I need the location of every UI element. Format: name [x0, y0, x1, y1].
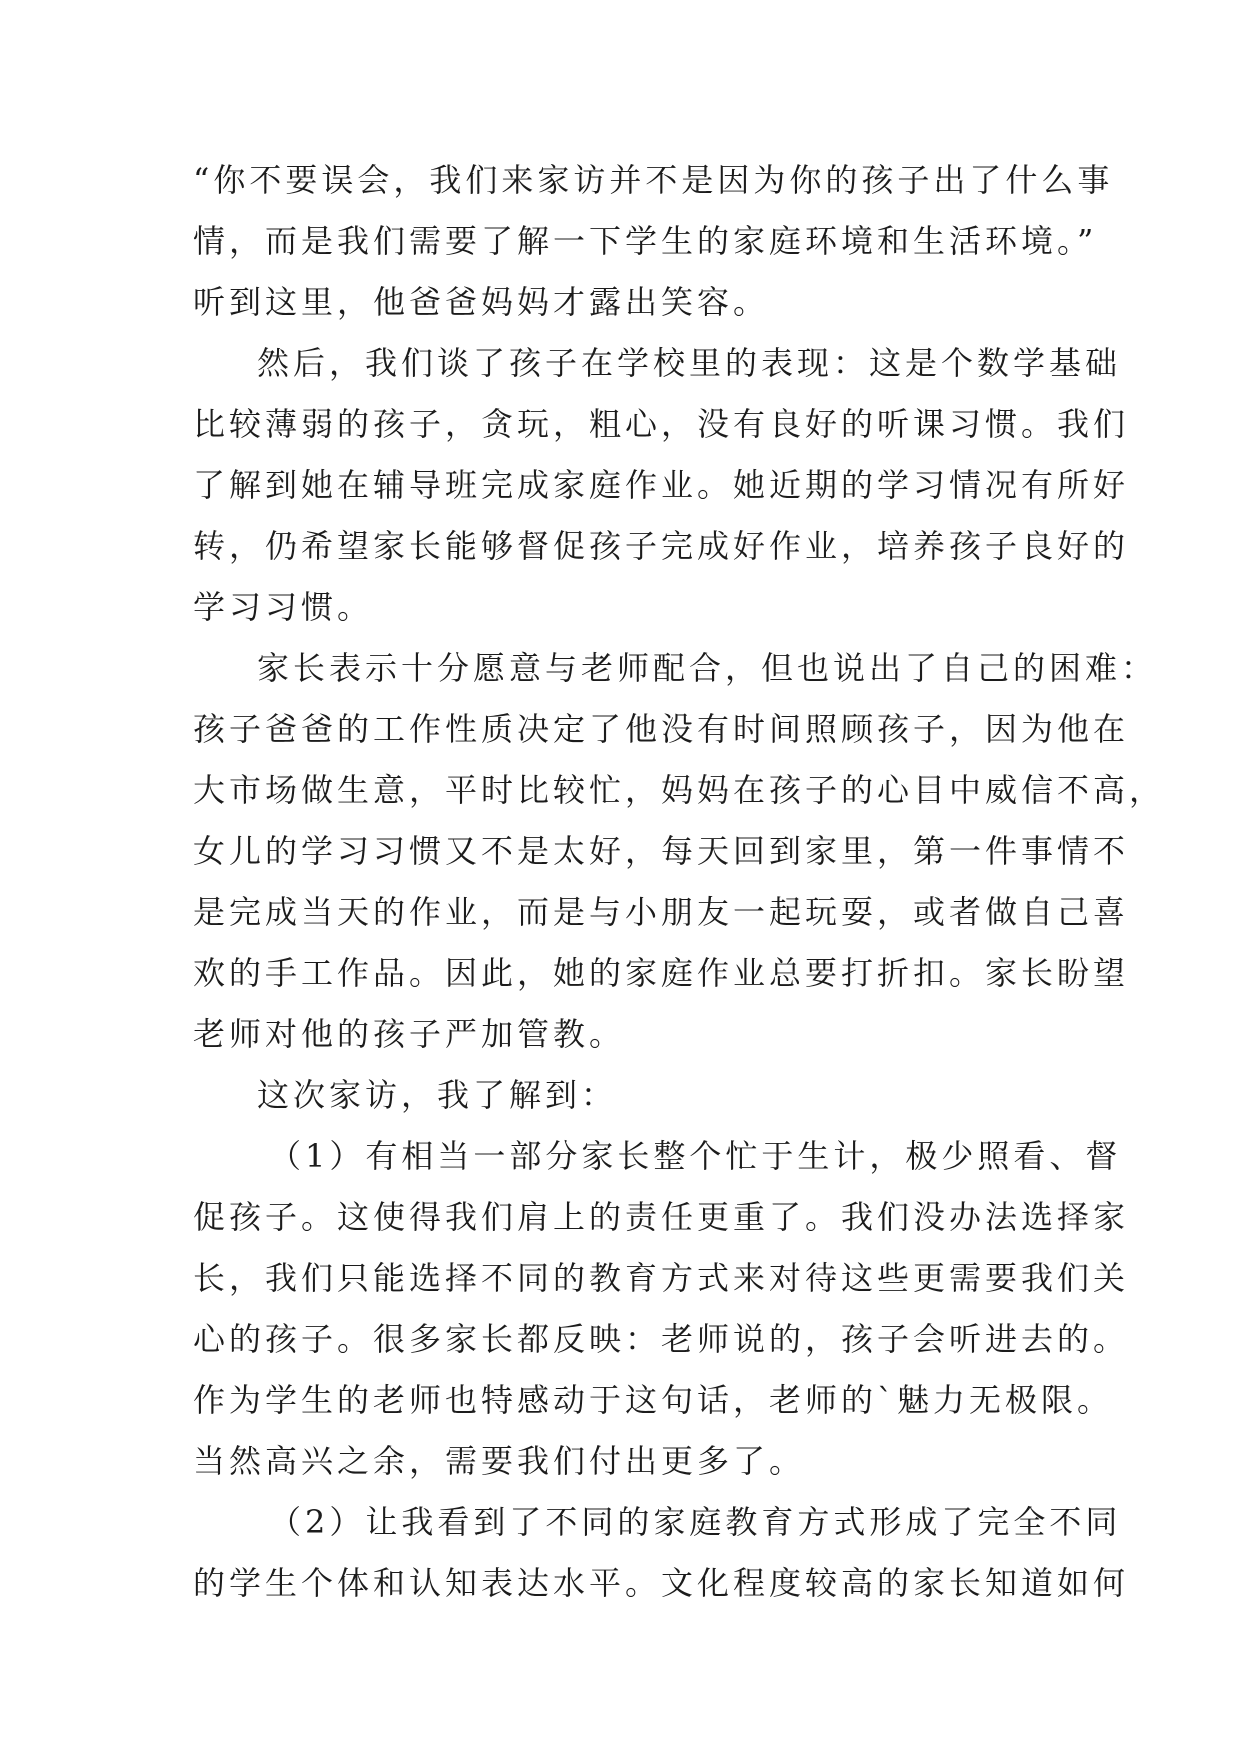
text-line: 比较薄弱的孩子，贪玩，粗心，没有良好的听课习惯。我们 — [193, 405, 1130, 443]
text-line: 促孩子。这使得我们肩上的责任更重了。我们没办法选择家 — [193, 1198, 1130, 1236]
paragraph-start-line: 然后，我们谈了孩子在学校里的表现：这是个数学基础 — [257, 344, 1122, 382]
list-item-start-line: （1）有相当一部分家长整个忙于生计，极少照看、督 — [269, 1137, 1122, 1175]
text-line: 是完成当天的作业，而是与小朋友一起玩耍，或者做自己喜 — [193, 893, 1130, 931]
text-line: 长，我们只能选择不同的教育方式来对待这些更需要我们关 — [193, 1259, 1130, 1297]
text-line: “你不要误会，我们来家访并不是因为你的孩子出了什么事 — [193, 161, 1114, 199]
text-line: 大市场做生意，平时比较忙，妈妈在孩子的心目中威信不高， — [193, 771, 1166, 809]
text-line: 当然高兴之余，需要我们付出更多了。 — [193, 1442, 806, 1480]
text-line: 的学生个体和认知表达水平。文化程度较高的家长知道如何 — [193, 1564, 1130, 1602]
text-line: 老师对他的孩子严加管教。 — [193, 1015, 626, 1053]
text-line: 听到这里，他爸爸妈妈才露出笑容。 — [193, 283, 770, 321]
text-line: 情，而是我们需要了解一下学生的家庭环境和生活环境。” — [193, 222, 1098, 260]
list-item-start-line: （2）让我看到了不同的家庭教育方式形成了完全不同 — [269, 1503, 1122, 1541]
text-line: 孩子爸爸的工作性质决定了他没有时间照顾孩子，因为他在 — [193, 710, 1130, 748]
text-line: 女儿的学习习惯又不是太好，每天回到家里，第一件事情不 — [193, 832, 1130, 870]
text-line: 转，仍希望家长能够督促孩子完成好作业，培养孩子良好的 — [193, 527, 1130, 565]
text-line: 了解到她在辅导班完成家庭作业。她近期的学习情况有所好 — [193, 466, 1130, 504]
text-line: 心的孩子。很多家长都反映：老师说的，孩子会听进去的。 — [193, 1320, 1130, 1358]
document-body — [193, 150, 1166, 1614]
text-line: 欢的手工作品。因此，她的家庭作业总要打折扣。家长盼望 — [193, 954, 1130, 992]
text-line: 作为学生的老师也特感动于这句话，老师的`魅力无极限。 — [193, 1381, 1114, 1419]
paragraph-start-line: 家长表示十分愿意与老师配合，但也说出了自己的困难： — [257, 649, 1158, 687]
paragraph-start-line: 这次家访，我了解到： — [257, 1076, 618, 1114]
text-line: 学习习惯。 — [193, 588, 374, 626]
